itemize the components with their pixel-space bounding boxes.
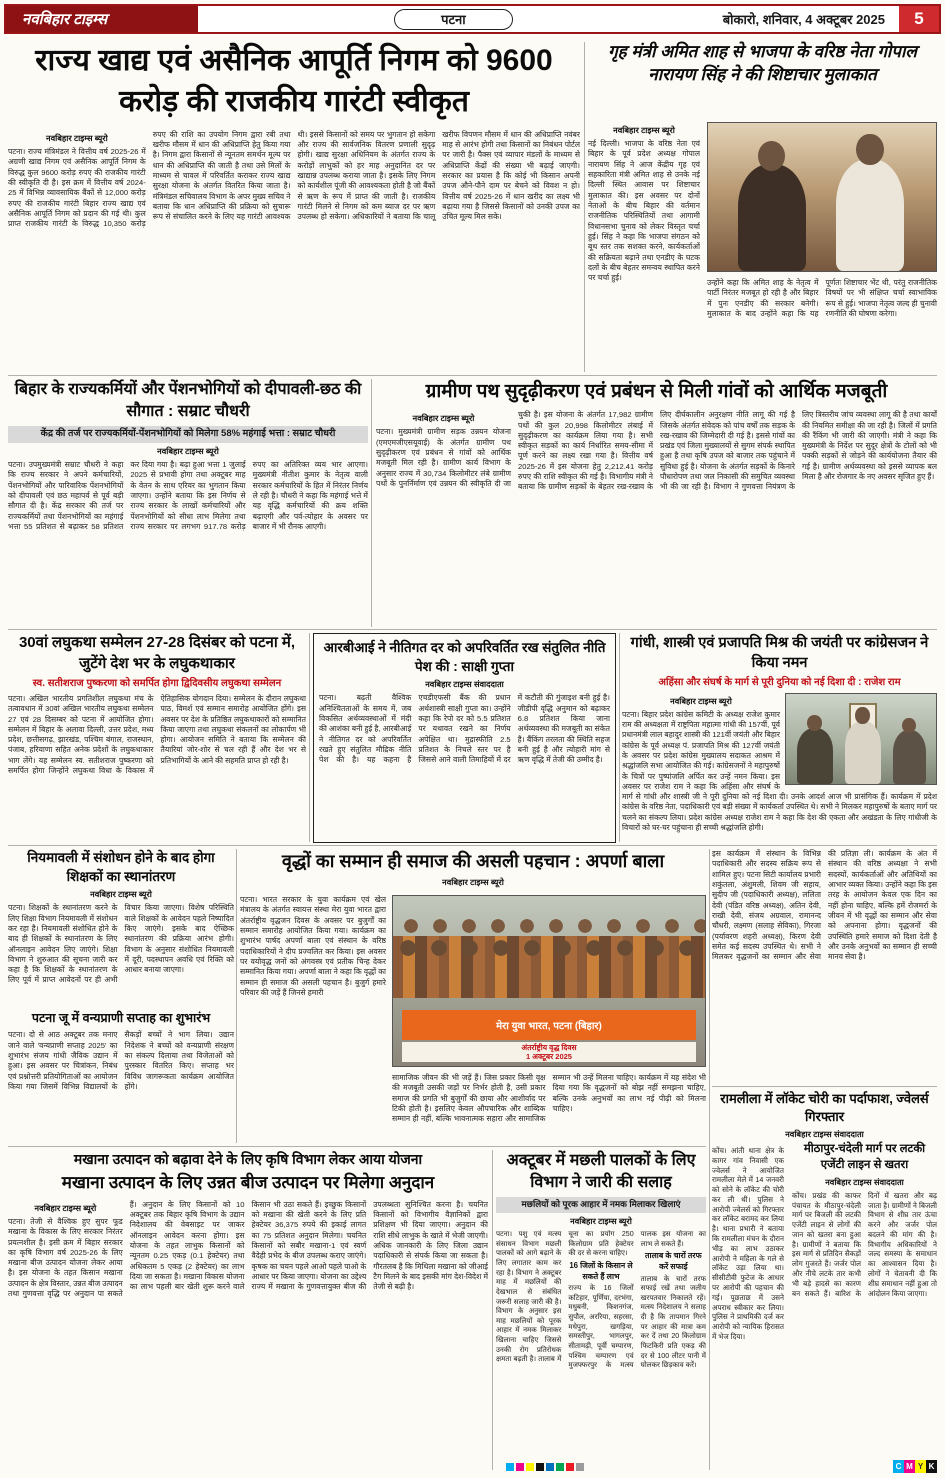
section-rule [8,629,937,630]
article-zoo-wildlife-week [8,1010,234,1142]
article-elders-continued [712,849,937,1083]
body-text: पटना। पशु एवं मत्स्य संसाधन विभाग मछली पालकों को आगे बढ़ाने के लिए लगातार काम कर रहा है। विभाग ने अक्टूबर माह में मछलियों की देखभाल से संबंधित जरूरी सलाह जारी की है। विभाग के अनुसार इस माह मछलियों को पूरक आहार में नमक मिलाकर खिलाना चाहिए जिससे उनकी रोग प्रतिरोधक क्षमता बढ़ती है। तालाब में चूना का प्रयोग 250 किलोग्राम प्रति हेक्टेयर की दर से करना चाहिए। [496,1230,634,1364]
headline: रामलीला में लॉकेट चोरी का पर्दाफाश, ज्वेलर्स गिरफ्तार [720,1091,929,1124]
masthead-middle [198,6,709,32]
subhead-red: अहिंसा और संघर्ष के मार्ग से पूरी दुनिया को नई दिशा दी : राजेश राम [658,677,901,688]
edition-label: पटना [394,9,513,30]
event-banner-sub [402,1042,695,1062]
body-text: पटना। राज्य मंत्रिमंडल ने वित्तीय वर्ष 2025-26 में अग्रणी खाद्य निगम एवं असैनिक आपूर्ति निगम के विरुद्ध कुल 9600 करोड़ रुपए की राजकीय गारंटी की स्वीकृति दी है। इस क्रम में वित्तीय वर्ष 2024-25 में विभिन्न व्यावसायिक बैंकों से 12,000 करोड़ रुपए की राजकीय गारंटी बिहार राज्य खाद्य एवं असैनिक आपूर्ति निगम को प्रदान की गई थी। कुल प्राप्त राजकीय गारंटी के विरुद्ध 10,350 करोड़ रुपए की राशि का उपयोग निगम द्वारा रबी तथा खरीफ मौसम में धान की अधिप्राप्ति हेतु किया गया है। निगम द्वारा किसानों से न्यूनतम समर्थन मूल्य पर धान की अधिप्राप्ति की जाती है तथा उसे मिलों के माध्यम से चावल में परिवर्तित कराकर राज्य खाद्य सुरक्षा योजना के अंतर्गत वितरित किया जाता है। मंत्रिमंडल सचिवालय विभाग के अपर मुख्य सचिव ने बताया कि धान अधिप्राप्ति की प्रक्रिया को सुचारू रूप से संचालित करने के लिए यह गारंटी आवश्यक थी। इससे किसानों को समय पर भुगतान हो सकेगा और राज्य की सार्वजनिक वितरण प्रणाली सुदृढ़ होगी। खाद्य सुरक्षा अधिनियम के अंतर्गत राज्य के करोड़ों लाभुकों को हर माह अनुदानित दर पर खाद्यान्न उपलब्ध कराया जाता है। इसके लिए निगम को कार्यशील पूंजी की आवश्यकता होती है जो बैंकों से ऋण के रूप में प्राप्त की जाती है। राजकीय गारंटी मिलने से निगम को कम ब्याज दर पर ऋण उपलब्ध हो सकेगा। अधिकारियों ने बताया कि चालू खरीफ विपणन मौसम में धान की अधिप्राप्ति नवंबर माह से आरंभ होगी तथा किसानों का निबंधन पोर्टल पर जारी है। पैक्स एवं व्यापार मंडलों के माध्यम से अधिप्राप्ति केंद्रों की संख्या भी बढ़ाई जाएगी। सरकार का प्रयास है कि कोई भी किसान अपनी उपज औने-पौने दाम पर बेचने को विवश न हो। वित्तीय वर्ष 2025-26 में धान खरीद का लक्ष्य भी बढ़ाया गया है जिससे किसानों को उनकी उपज का उचित मूल्य मिल सके। [8,129,580,229]
section-rule [8,845,937,846]
article-body [8,130,580,352]
section-rule [8,1146,706,1147]
headline: वृद्धों का सम्मान ही समाज की असली पहचान : अपर्णा बाला [281,851,665,871]
color-swatch [576,1463,584,1471]
article-state-guarantee [8,40,580,372]
cmyk-k: K [926,1460,937,1473]
article-body-left: पटना। भारत सरकार के युवा कार्यक्रम एवं खेल मंत्रालय के अंतर्गत स्वायत्त संस्था मेरा युवा भारत द्वारा अंतर्राष्ट्रीय वृद्धजन दिवस के अवसर पर बुजुर्गों का सम्मान समारोह आयोजित किया गया। कार्यक्रम का शुभारंभ पार्षद अपर्णा बाला एवं संस्थान के वरिष्ठ पदाधिकारियों ने दीप प्रज्वलित कर किया। इस अवसर पर वयोवृद्ध जनों को अंगवस्त्र एवं प्रतीक चिन्ह देकर सम्मानित किया गया। अपर्णा बाला ने कहा कि वृद्धों का सम्मान ही समाज की असली पहचान है। बुजुर्ग हमारे परिवार की जड़ें हैं जिनसे हमारी [240,895,386,997]
masthead [4,4,941,34]
cmyk-y: Y [915,1460,926,1473]
cmyk-m: M [904,1460,915,1473]
byline: नवबिहार टाइम्स ब्यूरो [570,1217,632,1227]
byline: नवबिहार टाइम्स ब्यूरो [613,126,675,135]
article-body [376,410,937,618]
color-swatch [546,1463,554,1471]
byline: नवबिहार टाइम्स ब्यूरो [46,133,108,143]
section-rule [712,1086,937,1087]
figure-silhouette [845,721,881,784]
body-text: पटना। तेजी से वैश्विक हुए सुपर फूड मखाना के विकास के लिए सरकार निरंतर प्रयत्नशील है। इसी क्रम में बिहार सरकार का कृषि विभाग वर्ष 2025-26 के लिए मखाना बीज उत्पादन योजना लेकर आया है। इस योजना के तहत किसान मखाना उत्पादन के क्षेत्र विस्तार, उन्नत बीज उत्पादन तथा गुणवत्ता वृद्धि पर अनुदान पा सकते हैं। अनुदान के लिए किसानों को 10 अक्टूबर तक बिहार कृषि विभाग के उद्यान निदेशालय की वेबसाइट पर जाकर ऑनलाइन आवेदन करना होगा। इस योजना के तहत लाभुक किसानों को न्यूनतम 0.25 एकड़ (0.1 हेक्टेयर) तथा अधिकतम 5 एकड़ (2 हेक्टेयर) का लाभ दिया जा सकता है। मखाना विकास योजना का लाभ पहली बार खेती शुरू करने वाले किसान भी उठा सकते हैं। इच्छुक किसानों को मखाना की खेती करने के लिए प्रति हेक्टेयर 36,375 रुपये की इकाई लागत का 75 प्रतिशत अनुदान मिलेगा। चयनित किसानों को सबौर मखाना-1 एवं स्वर्ण वैदेही प्रभेद के बीज उपलब्ध कराए जाएंगे। कृषक का चयन पहले आओ पहले पाओ के आधार पर किया जाएगा। योजना का उद्देश्य राज्य में मखाना के गुणवत्तायुक्त बीज की उपलब्धता सुनिश्चित करना है। चयनित किसानों को विभागीय वैज्ञानिकों द्वारा प्रशिक्षण भी दिया जाएगा। अनुदान की राशि सीधे लाभुक के खाते में भेजी जाएगी। अधिक जानकारी के लिए जिला उद्यान पदाधिकारी से संपर्क किया जा सकता है। गौरतलब है कि मिथिला मखाना को जीआई टैग मिलने के बाद इसकी मांग देश-विदेश में तेजी से बढ़ी है। [8,1199,488,1299]
headline: 30वां लघुकथा सम्मेलन 27-28 दिसंबर को पटना में, जुटेंगे देश भर के लघुकथाकार [18,634,296,672]
column-rule [584,42,585,372]
headline: गृह मंत्री अमित शाह से भाजपा के वरिष्ठ नेता गोपाल नारायण सिंह ने की शिष्टाचार मुलाकात [608,42,917,85]
byline: नवबिहार टाइम्स ब्यूरो [412,414,475,424]
article-body: कोंच। आंती थाना क्षेत्र के कागर गांव निवासी एक ज्वेलर्स ने आयोजित रामलीला मेले में 14 जनवरी को सोने के लॉकेट की चोरी कर ली थी। पुलिस ने आरोपी ज्वेलर्स को गिरफ्तार कर लॉकेट बरामद कर लिया है। थाना प्रभारी ने बताया कि रामलीला मंचन के दौरान भीड़ का लाभ उठाकर आरोपी ने महिला के गले से लॉकेट उड़ा लिया था। सीसीटीवी फुटेज के आधार पर आरोपी की पहचान की गई। पूछताछ में उसने अपराध स्वीकार कर लिया। पुलिस ने प्राथमिकी दर्ज कर आरोपी को न्यायिक हिरासत में भेज दिया। [712,1146,784,1341]
column-rule [236,849,237,1143]
paper-name: नवबिहार टाइम्स [22,11,108,28]
color-swatch [506,1463,514,1471]
photo-elder-day-event [392,895,706,1067]
headline: नियमावली में संशोधन होने के बाद होगा शिक्षकों का स्थानांतरण [27,850,215,884]
headline: मीठापुर-चंदेली मार्ग पर लटकी एजेंटी लाइन से खतरा [803,1143,926,1171]
event-date: 1 अक्टूबर 2025 [526,1052,572,1061]
article-body [8,1200,488,1452]
registration-color-strip [506,1463,584,1471]
byline: नवबिहार टाइम्स ब्यूरो [157,446,219,456]
article-power-line [792,1142,937,1433]
color-swatch [526,1463,534,1471]
body-text: पटना। बिहार प्रदेश कांग्रेस कमिटी के अध्यक्ष राजेश कुमार राम की अध्यक्षता में राष्ट्रपिता महात्मा गांधी की 157वीं, पूर्व प्रधानमंत्री लाल बहादुर शास्त्री की 121वीं जयंती और बिहार कांग्रेस के पूर्व अध्यक्ष पं. प्रजापति मिश्र की 127वीं जयंती के अवसर पर प्रदेश कांग्रेस मुख्यालय सदाकत आश्रम में श्रद्धांजलि सभा आयोजित की गई। कांग्रेसजनों ने महापुरुषों के चित्रों पर पुष्पांजलि अर्पित कर उन्हें नमन किया। इस अवसर पर राजेश राम ने कहा कि अहिंसा और संघर्ष के मार्ग से गांधी और शास्त्री जी ने पूरी दुनिया को नई दिशा दी। उनके आदर्श आज भी प्रासंगिक हैं। कार्यक्रम में प्रदेश कांग्रेस के वरिष्ठ नेता, पदाधिकारी एवं बड़ी संख्या में कार्यकर्ता उपस्थित थे। सभी ने मिलकर महापुरुषों के बताए मार्ग पर चलने का संकल्प लिया। प्रदेश कांग्रेस अध्यक्ष राजेश राम ने कहा कि देश की एकता और अखंडता के लिए गांधीजी के विचारों को घर-घर पहुंचाना ही सच्ची श्रद्धांजलि होगी। [622,709,937,833]
byline: नवबिहार टाइम्स संवाददाता [785,1129,864,1139]
body-text: राज्य के 16 जिलों कटिहार, पूर्णिया, दरभंगा, मधुबनी, किशनगंज, सुपौल, अररिया, सहरसा, मधेपुरा, खगड़िया, समस्तीपुर, भागलपुर, सीतामढ़ी, पूर्वी चम्पारण, पश्चिम चम्पारण एवं मुजफ्फरपुर के मत्स्य पालक इस योजना का लाभ ले सकते हैं। [568,1230,706,1370]
headline: अक्टूबर में मछली पालकों के लिए विभाग ने जारी की सलाह [506,1152,696,1192]
byline: नवबिहार टाइम्स ब्यूरो [34,1203,97,1213]
article-rural-roads [376,379,937,627]
article-elders-honour [240,849,706,1143]
photo-amit-shah-meeting [707,122,937,272]
article-body: इस कार्यक्रम में संस्थान के विभिन्न पदाधिकारी और सदस्य सक्रिय रूप से शामिल हुए। पटना सिटी कार्यालय प्रभारी शकुंतला, अंशुमली, शिवम जी सहाय, सुदीप जी (पदाधिकारी अध्यक्ष), ललिता देवी (पंडित वरिष्ठ अध्यक्ष), अतिन देवी, राखी देवी, संजय अग्रवाल, रामानन्द चौधरी, लक्ष्मण (सलाह सेविका), गिरजा (पर्यावरण शहरी अध्यक्ष), किरण देवी समेत कई सदस्य उपस्थित थे। सभी ने मिलकर वृद्धजनों का सम्मान और सेवा की प्रतिज्ञा ली। कार्यक्रम के अंत में संस्थान की वरिष्ठ अध्यक्षा ने सभी सदस्यों, कार्यकर्ताओं और अतिथियों का आभार व्यक्त किया। उन्होंने कहा कि इस तरह के आयोजन केवल एक दिन का नहीं होना चाहिए, बल्कि हमें रोजमर्रा के जीवन में भी वृद्धों का सम्मान और सेवा को अपनाना होगा। वृद्धजनों की उपस्थिति हमारे समाज को दिशा देती है और उनके अनुभवों का सम्मान ही सच्ची मानव सेवा है। [712,849,937,962]
subhead-red: स्व. सतीशराज पुष्करणा को समर्पित होगा द्विदिवसीय लघुकथा सम्मेलन [32,678,282,690]
headline: राज्य खाद्य एवं असैनिक आपूर्ति निगम को 9600 करोड़ की राजकीय गारंटी स्वीकृत [35,44,553,119]
article-rbi-policy [313,633,616,843]
kicker-headline: मखाना उत्पादन को बढ़ावा देने के लिए कृषि विभाग लेकर आया योजना [73,1151,423,1167]
article-body-continued: उन्होंने कहा कि अमित शाह के नेतृत्व में पार्टी निरंतर मजबूत हो रही है और बिहार में पुनः एनडीए की सरकार बनेगी। मुलाकात के बाद उन्होंने कहा कि यह पूर्णतः शिष्टाचार भेंट थी, परंतु राजनीतिक विषयों पर भी संक्षिप्त चर्चा स्वाभाविक रूप से हुई। भाजपा नेतृत्व जल्द ही चुनावी रणनीति की घोषणा करेगा। [707,278,937,318]
article-laghukatha [8,633,306,843]
headline: मखाना उत्पादन के लिए उन्नत बीज उत्पादन पर मिलेगा अनुदान [61,1173,435,1193]
event-banner: मेरा युवा भारत, पटना (बिहार) [402,1010,695,1040]
column-rule [619,633,620,842]
paper-logo [6,6,198,32]
byline: नवबिहार टाइम्स संवाददाता [425,680,504,690]
color-swatch [566,1463,574,1471]
color-swatch [536,1463,544,1471]
article-body [496,1230,706,1438]
inline-subhead: तालाब के चारों तरफ करें सफाई [645,1251,702,1271]
article-body: पटना। बढ़ती वैश्विक अनिश्चितताओं के समय में, जब विकसित अर्थव्यवस्थाओं में मंदी की आशंका बनी हुई है, आरबीआई ने नीतिगत दर को अपरिवर्तित रखते हुए संतुलित मौद्रिक नीति पेश की है। यह कहना है एचडीएफसी बैंक की प्रधान अर्थशास्त्री साक्षी गुप्ता का। उन्होंने कहा कि रेपो दर को 5.5 प्रतिशत पर यथावत रखने का निर्णय अपेक्षित था। मुद्रास्फीति 2.5 प्रतिशत के निचले स्तर पर है जिससे आने वाली तिमाहियों में दर में कटौती की गुंजाइश बनी हुई है। जीडीपी वृद्धि अनुमान को बढ़ाकर 6.8 प्रतिशत किया जाना अर्थव्यवस्था की मजबूती का संकेत है। बैंकिंग तरलता की स्थिति सहज बनी हुई है और त्योहारी मांग से ऋण वृद्धि में तेजी की उम्मीद है। [319,693,610,765]
headline: गांधी, शास्त्री एवं प्रजापति मिश्र की जयंती पर कांग्रेसजन ने किया नमन [630,635,929,671]
headline: पटना जू में वन्यप्राणी सप्ताह का शुभारंभ [31,1011,211,1025]
byline: नवबिहार टाइम्स ब्यूरो [670,696,732,706]
photo-congress-tribute [785,693,937,785]
figure-silhouette [738,164,806,271]
dateline: बोकारो, शनिवार, 4 अक्टूबर 2025 [722,12,885,27]
color-swatch [556,1463,564,1471]
article-teacher-transfer [8,849,234,1007]
article-body [622,693,937,841]
inline-subhead: 16 जिलों के किसान ले सकते हैं लाभ [569,1260,633,1281]
column-rule [709,849,710,1470]
article-body: पटना। शिक्षकों के स्थानांतरण करने के लिए शिक्षा विभाग नियमावली में संशोधन कर रहा है। नियमावली संशोधित होने के बाद ही शिक्षकों के स्थानांतरण के लिए ऑनलाइन आवेदन लिए जाएंगे। शिक्षा विभाग ने शुरुआत की सूचना जारी कर कहा है कि शिक्षकों के स्थानांतरण के लिए पूर्व में प्राप्त आवेदनों पर ही अभी विचार किया जाएगा। विशेष परिस्थिति वाले शिक्षकों के आवेदन पहले निष्पादित किए जाएंगे। इसके बाद ऐच्छिक स्थानांतरण की प्रक्रिया आरंभ होगी। विभाग के अनुसार संशोधित नियमावली में दूरी, पदस्थापन अवधि एवं रिक्ति को आधार बनाया जाएगा। [8,903,234,985]
article-body-below: सामाजिक जीवन की भी जड़ें हैं। जिस प्रकार किसी वृक्ष की मजबूती उसकी जड़ों पर निर्भर होती है, उसी प्रकार समाज की प्रगति भी बुजुर्गों की छाया और आशीर्वाद पर टिकी होती है। इसलिए केवल औपचारिक और शाब्दिक सम्मान ही नहीं, बल्कि भावनात्मक सहारा और सामाजिक सम्मान भी उन्हें मिलना चाहिए। कार्यक्रम में यह संदेश भी दिया गया कि वृद्धजनों को बोझ नहीं समझना चाहिए, बल्कि उनके अनुभवों का लाभ नई पीढ़ी को मिलना चाहिए। [392,1073,706,1124]
article-makhana-subsidy [8,1150,488,1470]
cmyk-c: C [893,1460,904,1473]
headline: ग्रामीण पथ सुदृढ़ीकरण एवं प्रबंधन से मिली गांवों को आर्थिक मजबूती [425,381,888,402]
subhead-bar: केंद्र की तर्ज पर राज्यकर्मियों-पेंशनभोगियों को मिलेगा 58% महंगाई भत्ता : सम्राट चौधरी [8,426,368,443]
page-number: 5 [899,6,939,32]
section-rule [8,375,937,376]
article-body: कोंच। प्रखंड की काफर पंचायत के मीठापुर-चंदेली मार्ग पर बिजली की लटकी एजेंटी लाइन से लोगों की जान को खतरा बना हुआ है। ग्रामीणों ने बताया कि इस मार्ग से प्रतिदिन सैकड़ों लोग गुजरते हैं। जर्जर पोल और नीचे लटके तार कभी भी बड़े हादसे का कारण बन सकते हैं। बारिश के दिनों में खतरा और बढ़ जाता है। ग्रामीणों ने बिजली विभाग से शीघ्र तार ऊंचा करने और जर्जर पोल बदलने की मांग की है। विभागीय अधिकारियों ने जल्द समस्या के समाधान का आश्वासन दिया है। लोगों ने चेतावनी दी कि शीघ्र समाधान नहीं हुआ तो आंदोलन किया जाएगा। [792,1190,937,1298]
headline: आरबीआई ने नीतिगत दर को अपरिवर्तित रख संतुलित नीति पेश की : साक्षी गुप्ता [323,640,606,674]
article-da-hike [8,379,368,627]
article-body: पटना। दो से आठ अक्टूबर तक मनाए जाने वाले 'वन्यप्राणी सप्ताह 2025' का शुभारंभ संजय गांधी जैविक उद्यान में हुआ। इस अवसर पर चित्रांकन, निबंध एवं प्रश्नोत्तरी प्रतियोगिताओं का आयोजन किया गया जिसमें विभिन्न विद्यालयों के सैकड़ों बच्चों ने भाग लिया। उद्यान निदेशक ने बच्चों को वन्यप्राणी संरक्षण का संकल्प दिलाया तथा विजेताओं को पुरस्कार वितरित किए। सप्ताह भर विविध जागरूकता कार्यक्रम आयोजित होंगे। [8,1030,234,1091]
article-body: पटना। उपमुख्यमंत्री सम्राट चौधरी ने कहा कि राज्य सरकार ने अपने कर्मचारियों, पेंशनभोगियों और पारिवारिक पेंशनभोगियों को दीपावली एवं छठ महापर्व से पूर्व बड़ी सौगात दी है। केंद्र सरकार की तर्ज पर राज्यकर्मियों तथा पेंशनभोगियों का महंगाई भत्ता 55 प्रतिशत से बढ़ाकर 58 प्रतिशत कर दिया गया है। बढ़ा हुआ भत्ता 1 जुलाई 2025 से प्रभावी होगा तथा अक्टूबर माह के वेतन के साथ एरियर का भुगतान किया जाएगा। उन्होंने बताया कि इस निर्णय से राज्य सरकार के लाखों कर्मचारियों और पेंशनभोगियों को सीधा लाभ मिलेगा तथा राज्य सरकार पर लगभग 917.78 करोड़ रुपए का अतिरिक्त व्यय भार आएगा। मुख्यमंत्री नीतीश कुमार के नेतृत्व वाली सरकार कर्मचारियों के हित में निरंतर निर्णय ले रही है। चौधरी ने कहा कि महंगाई भत्ते में यह वृद्धि कर्मचारियों की क्रय शक्ति बढ़ाएगी और पर्व-त्योहार के अवसर पर बाजार में भी रौनक आएगी। [8,459,368,531]
subhead-bar: मछलियों को पूरक आहार में नमक मिलाकर खिलाएं [496,1197,706,1213]
byline: नवबिहार टाइम्स ब्यूरो [442,877,504,887]
cmyk-marks [893,1460,937,1473]
article-locket-theft [712,1090,937,1472]
byline: नवबिहार टाइम्स संवाददाता [825,1177,904,1187]
body-text: नई दिल्ली। भाजपा के वरिष्ठ नेता एवं बिहार के पूर्व प्रदेश अध्यक्ष गोपाल नारायण सिंह ने आज केंद्रीय गृह एवं सहकारिता मंत्री अमित शाह से उनके नई दिल्ली स्थित आवास पर शिष्टाचार मुलाकात की। इस अवसर पर दोनों नेताओं के बीच बिहार की वर्तमान राजनीतिक परिस्थितियों तथा आगामी विधानसभा चुनाव को लेकर विस्तृत चर्चा हुई। सिंह ने कहा कि भाजपा संगठन को बूथ स्तर तक सशक्त करने, कार्यकर्ताओं की सक्रियता बढ़ाने तथा एनडीए के घटक दलों के बीच बेहतर समन्वय स्थापित करने पर चर्चा हुई। [588,139,700,283]
article-fish-advisory [496,1150,706,1470]
article-shah-meeting [588,40,937,372]
figure-silhouette [836,159,904,271]
article-body: पटना। अखिल भारतीय प्रगतिशील लघुकथा मंच के तत्वावधान में 30वां अखिल भारतीय लघुकथा सम्मेलन 27 एवं 28 दिसम्बर को पटना में आयोजित होगा। सम्मेलन में बिहार के अलावा दिल्ली, उत्तर प्रदेश, मध्य प्रदेश, छत्तीसगढ़, झारखंड, पश्चिम बंगाल, राजस्थान, पंजाब, हरियाणा सहित अनेक प्रदेशों के लघुकथाकार भाग लेंगे। यह सम्मेलन स्व. सतीशराज पुष्करणा को समर्पित होगा जिन्होंने लघुकथा विधा के विकास में ऐतिहासिक योगदान दिया। सम्मेलन के दौरान लघुकथा पाठ, विमर्श एवं सम्मान समारोह आयोजित होंगे। इस अवसर पर देश के प्रतिष्ठित लघुकथाकारों को सम्मानित किया जाएगा तथा लघुकथा संकलनों का लोकार्पण भी होगा। आयोजन समिति ने बताया कि सम्मेलन की तैयारियां जोर-शोर से चल रही हैं और देश भर से प्रतिभागियों के आने की सहमति प्राप्त हो रही है। [8,693,306,776]
column-rule [492,1150,493,1470]
article-gandhi-tribute [622,633,937,843]
figure-silhouette [797,728,833,784]
body-text: पटना। मुख्यमंत्री ग्रामीण सड़क उन्नयन योजना (एमएमजीएसयूवाई) के अंतर्गत ग्रामीण पथ सुदृढ़ीकरण एवं प्रबंधन से गांवों को आर्थिक मजबूती मिल रही है। ग्रामीण कार्य विभाग के अनुसार राज्य में 30,734 किलोमीटर लंबे ग्रामीण पथों के पुनर्निर्माण एवं उन्नयन की स्वीकृति दी जा चुकी है। इस योजना के अंतर्गत 17,982 ग्रामीण पथों की कुल 20,998 किलोमीटर लंबाई में सुदृढ़ीकरण का कार्यक्रम लिया गया है। सभी स्वीकृत सड़कों का कार्य निर्धारित समय-सीमा में पूर्ण करने का लक्ष्य रखा गया है। वित्तीय वर्ष 2025-26 में इस योजना हेतु 2,212.41 करोड़ रुपए की राशि स्वीकृत की गई है। विभागीय मंत्री ने बताया कि ग्रामीण सड़कों के बेहतर रख-रखाव के लिए दीर्घकालीन अनुरक्षण नीति लागू की गई है जिसके अंतर्गत संवेदक को पांच वर्षों तक सड़क के रख-रखाव की जिम्मेदारी दी गई है। इससे गांवों का प्रखंड एवं जिला मुख्यालयों से सुगम संपर्क स्थापित हुआ है तथा कृषि उपज को बाजार तक पहुंचाने में सुविधा हुई है। योजना के अंतर्गत सड़कों के किनारे पौधारोपण तथा जल निकासी की समुचित व्यवस्था भी की जा रही है। विभाग ने गुणवत्ता नियंत्रण के लिए त्रिस्तरीय जांच व्यवस्था लागू की है तथा कार्यों की नियमित समीक्षा की जा रही है। जिलों में प्रगति की रैंकिंग भी जारी की जाएगी। मंत्री ने कहा कि मुख्यमंत्री के निर्देश पर सुदूर क्षेत्रों के टोलों को भी पक्की सड़कों से जोड़ने की कार्ययोजना तैयार की गई है। ग्रामीण अर्थव्यवस्था को इससे व्यापक बल मिला है और रोजगार के नए अवसर सृजित हुए हैं। [376,410,937,492]
column-rule [309,633,310,842]
article-body [588,122,700,372]
column-rule [371,379,372,627]
figure-silhouette [893,730,926,784]
color-swatch [516,1463,524,1471]
event-name: अंतर्राष्ट्रीय वृद्ध दिवस [521,1042,577,1052]
byline: नवबिहार टाइम्स ब्यूरो [90,890,152,900]
headline: बिहार के राज्यकर्मियों और पेंशनभोगियों को दीपावली-छठ की सौगात : सम्राट चौधरी [14,381,362,421]
body-text: तालाब के चारों तरफ सफाई रखें तथा जलीय खरपतवार निकालते रहें। मत्स्य निदेशालय ने सलाह दी है कि तापमान गिरने पर आहार की मात्रा कम कर दें तथा 20 किलोग्राम फिटकिरी प्रति एकड़ की दर से 100 लीटर पानी में घोलकर छिड़काव करें। [640,1274,706,1370]
